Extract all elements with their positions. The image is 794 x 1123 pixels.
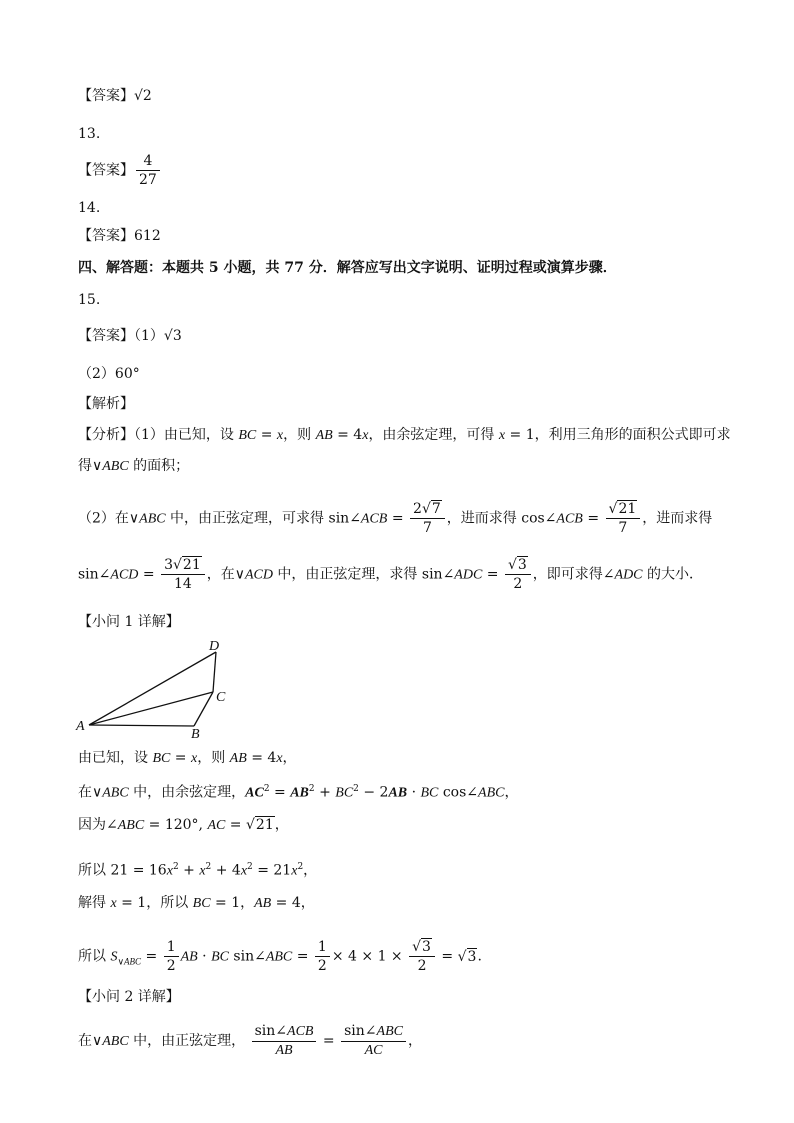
solution-line-7: 在∨ABC 中，由正弦定理， $\frac{\text{sin∠ACB}}{AB}$ = $\frac{\text{sin∠ABC}}{AC}$ ， bbox=[78, 1023, 422, 1058]
triangle-figure bbox=[70, 632, 240, 740]
answer-15-part2-value: 60° bbox=[114, 366, 140, 382]
answer-15-part1-value: √3 bbox=[163, 328, 182, 344]
analysis-line-1: 【分析】（1）由已知，设 BC = x，则 AB = 4x，由余弦定理，可得 x = 1，利用三角形的面积公式即可求 bbox=[78, 427, 731, 443]
answer-14-value: 612 bbox=[134, 228, 161, 244]
answer-15-part1: 【答案】（1）√3 bbox=[78, 328, 182, 344]
vertex-d-label: D bbox=[209, 639, 220, 654]
segment-ac bbox=[89, 692, 213, 725]
question-13-number: 13. bbox=[78, 126, 101, 142]
solution-line-2: 在∨ABC 中，由余弦定理，$AC^2 = AB^2 + BC^2 - 2AB$ · BC cos∠ABC， bbox=[78, 784, 519, 801]
answer-tag: 【答案】 bbox=[78, 88, 134, 104]
answer-tag: 【答案】 bbox=[78, 228, 134, 244]
solution-line-1: 由已知，设 BC = x，则 AB = 4x， bbox=[78, 750, 297, 766]
answer-12-value: √2 bbox=[134, 88, 152, 104]
solution-line-4: 所以 $21 = 16x^2 + x^2 + 4x^2 = 21x^2$， bbox=[78, 862, 318, 879]
answer-13 bbox=[78, 152, 162, 189]
analysis-line-2: 得∨ABC 的面积； bbox=[78, 458, 190, 474]
segment-cd bbox=[213, 652, 216, 692]
vertex-c-label: C bbox=[216, 690, 226, 705]
question-15-number: 15. bbox=[78, 292, 101, 308]
solution-line-3: 因为∠ABC = 120°, AC = √21， bbox=[78, 817, 289, 833]
vertex-b-label: B bbox=[191, 727, 200, 740]
answer-12 bbox=[78, 86, 152, 106]
question-14-number: 14. bbox=[78, 200, 101, 216]
answer-14 bbox=[78, 226, 161, 246]
segment-ab bbox=[89, 725, 194, 726]
solution-line-6: 所以 $S_{\vee ABC}$ = $\frac{1}{2}$ AB · BC sin∠ABC = $\frac{1}{2}$ × 4 × 1 × $\frac{√3}{2}$ = √3. bbox=[78, 939, 482, 974]
analysis-heading: 【解析】 bbox=[78, 396, 134, 412]
section-heading: 四、解答题：本题共 5 小题，共 77 分．解答应写出文字说明、证明过程或演算步骤． bbox=[78, 260, 617, 276]
answer-15-part2: （2）60° bbox=[78, 366, 140, 382]
segment-ad bbox=[89, 652, 216, 725]
analysis-line-4: sin∠ACD = $\frac{3√21}{14}$ ，在∨ACD 中，由正弦定理，求得 sin∠ADC = $\frac{√3}{2}$ ，即可求得∠ADC 的大小． bbox=[78, 557, 703, 592]
answer-13-fraction: $\frac{4}{27}$ bbox=[136, 152, 160, 189]
segment-bc bbox=[194, 692, 213, 726]
answer-tag: 【答案】 bbox=[78, 162, 134, 179]
solution-line-5: 解得 x = 1，所以 BC = 1，AB = 4， bbox=[78, 895, 315, 911]
vertex-a-label: A bbox=[76, 719, 85, 734]
analysis-line-3: （2）在∨ABC 中，由正弦定理，可求得 sin∠ACB = $\frac{2√7}{7}$ ，进而求得 cos∠ACB = $\frac{√21}{7}$ ，进而求得 bbox=[78, 501, 713, 536]
sub2-heading: 【小问 2 详解】 bbox=[78, 989, 180, 1005]
sub1-heading: 【小问 1 详解】 bbox=[78, 614, 180, 630]
answer-tag: 【答案】 bbox=[78, 328, 134, 344]
